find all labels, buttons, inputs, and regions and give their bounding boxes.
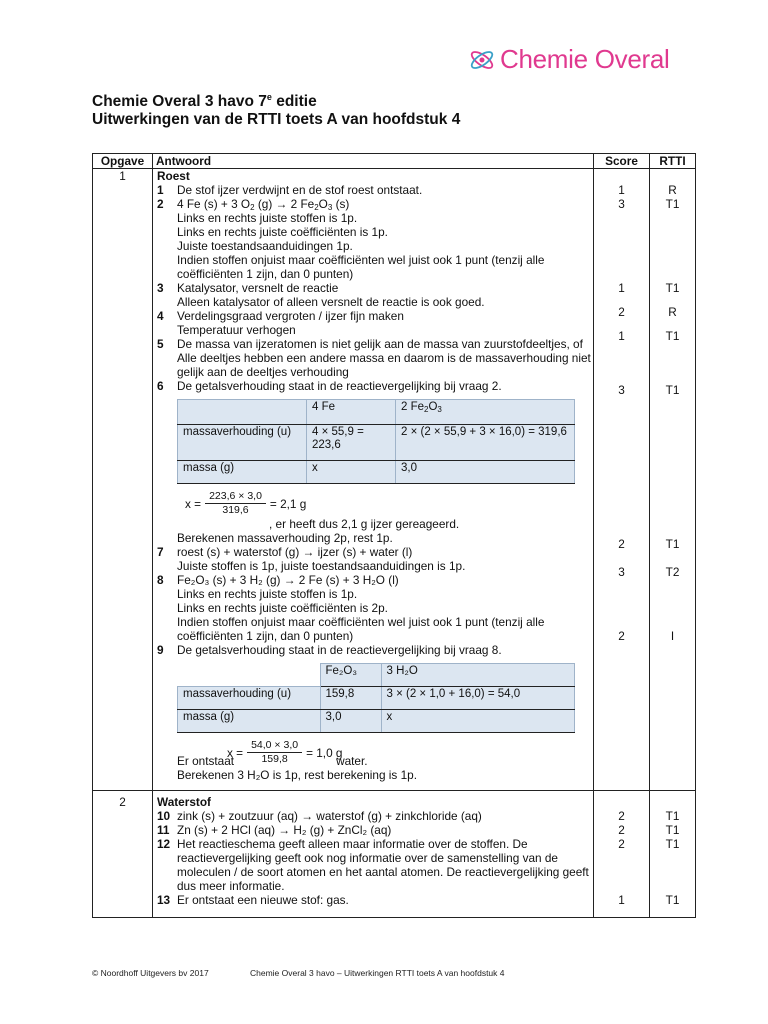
question-12: 12 Het reactieschema geeft alleen maar informatie over de stoffen. De reactievergelijking geeft ook nog informatie over de samenstelling van de moleculen / de soort atomen en het aantal atomen. De reactievergelijking geeft dus meer informatie. <box>157 837 589 893</box>
question-3: 3 Katalysator, versnelt de reactie Alleen katalysator of alleen versnelt de reactie is ook goed. <box>157 281 485 309</box>
q9-result: Er ontstaat water. <box>177 754 368 768</box>
question-6: 6 De getalsverhouding staat in de reactievergelijking bij vraag 2. <box>157 379 502 393</box>
mass-ratio-table-q6: 4 Fe 2 $Fe_2O_3$ massaverhouding (u) 4 × 55,9 = 223,6 2 × (2 × 55,9 + 3 × 16,0) = 319,6 massa (g) x 3,0 <box>177 399 575 484</box>
section-title: Roest <box>157 169 190 183</box>
section-row-roest <box>93 169 696 791</box>
title-line-2: Uitwerkingen van de RTTI toets A van hoofdstuk 4 <box>92 111 461 128</box>
answers-table <box>92 153 696 918</box>
opgave-number: 1 <box>93 169 153 791</box>
answer-cell <box>153 169 594 791</box>
header-rtti: RTTI <box>650 154 696 169</box>
question-8: 8 Fe₂O₃ (s) + 3 H₂ (g) → 2 Fe (s) + 3 H₂O (l) Links en rechts juiste stoffen is 1p. Links en rechts juiste coëfficiënten is 2p. Indien stoffen onjuist maar coëfficiënten wel juist ook 1 punt (tenzij alle coëfficiënten 1 zijn, dan 0 punten) <box>157 573 545 643</box>
q6-note: Berekenen massaverhouding 2p, rest 1p. <box>177 531 393 545</box>
answer-cell <box>153 791 594 918</box>
q6-conclusion: , er heeft dus 2,1 g ijzer gereageerd. <box>269 517 460 531</box>
question-10: 10 zink (s) + zoutzuur (aq) → waterstof (g) + zinkchloride (aq) <box>157 809 482 823</box>
opgave-number: 2 <box>93 791 153 918</box>
table-header-row <box>93 154 696 169</box>
question-13: 13 Er ontstaat een nieuwe stof: gas. <box>157 893 349 907</box>
section-row-waterstof <box>93 791 696 918</box>
equation: 4 Fe (s) + 3 $O_2$ (g) → 2 $Fe_2O_3$ (s) <box>177 197 350 212</box>
rtti-cell: T1 T1 T1 T1 <box>650 791 696 918</box>
rtti-cell: R T1 T1 R T1 T1 T1 T2 I <box>650 169 696 791</box>
question-1: 1 De stof ijzer verdwijnt en de stof roest ontstaat. <box>157 183 423 197</box>
formula-q9: x = $\frac{54,0 \times 3,0}{159,8}$ = 1,0 g <box>227 739 343 765</box>
question-11: 11 Zn (s) + 2 HCl (aq) → H₂ (g) + ZnCl₂ (aq) <box>157 823 392 837</box>
document-title <box>92 88 460 129</box>
copyright: © Noordhoff Uitgevers bv 2017 <box>92 968 209 978</box>
question-2: 2 4 Fe (s) + 3 $O_2$ (g) → 2 $Fe_2O_3$ (s) Links en rechts juiste stoffen is 1p. Links en rechts juiste coëfficiënten is 1p. Juiste toestandsaanduidingen 1p. Indien stoffen onjuist maar coëfficiënten wel juist ook 1 punt (tenzij alle coëfficiënten 1 zijn, dan 0 punten) <box>157 197 593 281</box>
title-line-1: Chemie Overal 3 havo 7e editie <box>92 92 317 110</box>
question-4: 4 Verdelingsgraad vergroten / ijzer fijn maken Temperatuur verhogen <box>157 309 404 337</box>
q9-note: Berekenen 3 H₂O is 1p, rest berekening is 1p. <box>177 768 417 782</box>
brand-logo <box>468 44 670 75</box>
mass-ratio-table-q9: Fe₂O₃ 3 H₂O massaverhouding (u) 159,8 3 × (2 × 1,0 + 16,0) = 54,0 massa (g) 3,0 x <box>177 663 575 733</box>
atom-icon <box>468 46 496 74</box>
footer-title: Chemie Overal 3 havo – Uitwerkingen RTTI toets A van hoofdstuk 4 <box>250 968 505 978</box>
header-antwoord: Antwoord <box>153 154 594 169</box>
question-5: 5 De massa van ijzeratomen is niet gelijk aan de massa van zuurstofdeeltjes, of Alle deeltjes hebben een andere massa en daarom is de massaverhouding niet gelijk aan de deeltjes verhouding <box>157 337 591 379</box>
score-cell: 2 2 2 1 <box>594 791 650 918</box>
header-score: Score <box>594 154 650 169</box>
header-opgave: Opgave <box>93 154 153 169</box>
section-title: Waterstof <box>157 795 211 809</box>
question-7: 7 roest (s) + waterstof (g) → ijzer (s) + water (l) Juiste stoffen is 1p, juiste toestandsaanduidingen is 1p. <box>157 545 466 573</box>
score-cell: 1 3 1 2 1 3 2 3 2 <box>594 169 650 791</box>
formula-q6: x = $\frac{223,6 \times 3,0}{319,6}$ = 2,1 g <box>185 490 307 516</box>
question-9: 9 De getalsverhouding staat in de reactievergelijking bij vraag 8. <box>157 643 502 657</box>
brand-name: Chemie Overal <box>500 44 670 74</box>
